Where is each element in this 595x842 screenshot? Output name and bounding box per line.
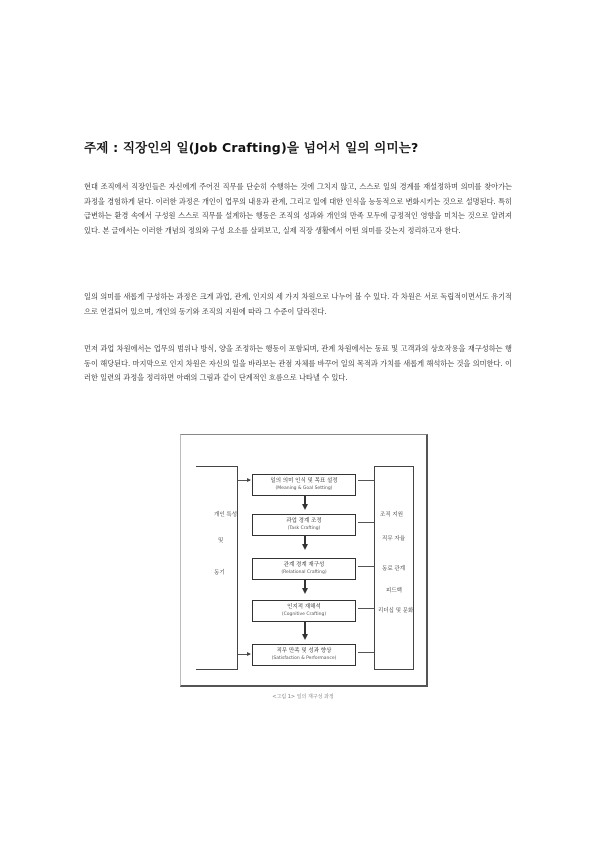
- step-label: 일의 의미 인식 및 목표 설정: [270, 478, 338, 484]
- step-label: 인지적 재해석: [287, 604, 321, 610]
- flow-line: [304, 580, 306, 588]
- step-sublabel: (Relational Crafting): [281, 570, 327, 575]
- step-sublabel: (Task Crafting): [287, 526, 321, 531]
- left-label: 및: [218, 538, 224, 544]
- down-arrow-icon: [302, 504, 308, 510]
- process-step-1: [252, 474, 356, 496]
- right-arrow-icon: [247, 478, 251, 482]
- process-step-5: [252, 644, 356, 666]
- figure-caption: <그림 1> 일의 재구성 과정: [272, 694, 334, 700]
- step-label: 직무 만족 및 성과 향상: [276, 648, 332, 654]
- right-arrow-icon: [247, 652, 251, 656]
- process-step-3: [252, 558, 356, 580]
- down-arrow-icon: [302, 588, 308, 594]
- paragraph-dimensions: 일의 의미를 새롭게 구성하는 과정은 크게 과업, 관계, 인지의 세 가지 차원으로 나누어 볼 수 있다. 각 차원은 서로 독립적이면서도 유기적으로 연결되어 있으며, 개인의 동기와 조직의 지원에 따라 그 수준이 달라진다.: [84, 292, 512, 316]
- left-label: 동기: [214, 570, 225, 576]
- paragraph-intro: 현대 조직에서 직장인들은 자신에게 주어진 직무를 단순히 수행하는 것에 그치지 않고, 스스로 일의 경계를 재설정하며 의미를 찾아가는 과정을 경험하게 된다. 이러한 과정은 개인이 업무의 내용과 관계, 그리고 일에 대한 인식을 능동적으로 변화시키는 것으로 설명된다. 특히 급변하는 환경 속에서 구성원 스스로 직무를 설계하는 행동은 조직의 성과와 개인의 만족 모두에 긍정적인 영향을 미치는 것으로 알려져 있다. 본 글에서는 이러한 개념의 정의와 구성 요소를 살펴보고, 실제 직장 생활에서 어떤 의미를 갖는지 정리하고자 한다.: [84, 182, 512, 235]
- connector-line: [358, 652, 374, 653]
- connector-line: [358, 480, 374, 481]
- flow-line: [304, 536, 306, 544]
- right-label: 동료 관계: [382, 566, 406, 572]
- right-label: 직무 자율: [382, 536, 406, 542]
- down-arrow-icon: [302, 634, 308, 640]
- process-step-4: [252, 600, 356, 622]
- connector-line: [358, 522, 374, 523]
- right-label: 피드백: [386, 588, 402, 594]
- process-step-2: [252, 514, 356, 536]
- connector-line: [358, 608, 374, 609]
- flow-line: [304, 622, 306, 634]
- step-sublabel: (Meaning & Goal Setting): [275, 486, 333, 491]
- flow-line: [304, 496, 306, 504]
- right-label: 리더십 및 문화: [378, 608, 414, 614]
- step-sublabel: (Cognitive Crafting): [281, 612, 327, 617]
- connector-line: [358, 566, 374, 567]
- down-arrow-icon: [302, 544, 308, 550]
- step-label: 과업 경계 조정: [286, 518, 322, 524]
- page-title: 주제 : 직장인의 일(Job Crafting)을 넘어서 일의 의미는?: [84, 140, 419, 155]
- step-sublabel: (Satisfaction & Performance): [271, 656, 337, 661]
- paragraph-process: 먼저 과업 차원에서는 업무의 범위나 방식, 양을 조정하는 행동이 포함되며, 관계 차원에서는 동료 및 고객과의 상호작용을 재구성하는 행동이 해당된다. 마지막으로 인지 차원은 자신의 일을 바라보는 관점 자체를 바꾸어 일의 목적과 가치를 새롭게 해석하는 것을 의미한다. 이러한 일련의 과정을 정리하면 아래의 그림과 같이 단계적인 흐름으로 나타낼 수 있다.: [84, 344, 512, 383]
- left-label: 개인 특성: [214, 512, 238, 518]
- right-label: 조직 지원: [380, 512, 404, 518]
- step-label: 관계 경계 재구성: [283, 562, 325, 568]
